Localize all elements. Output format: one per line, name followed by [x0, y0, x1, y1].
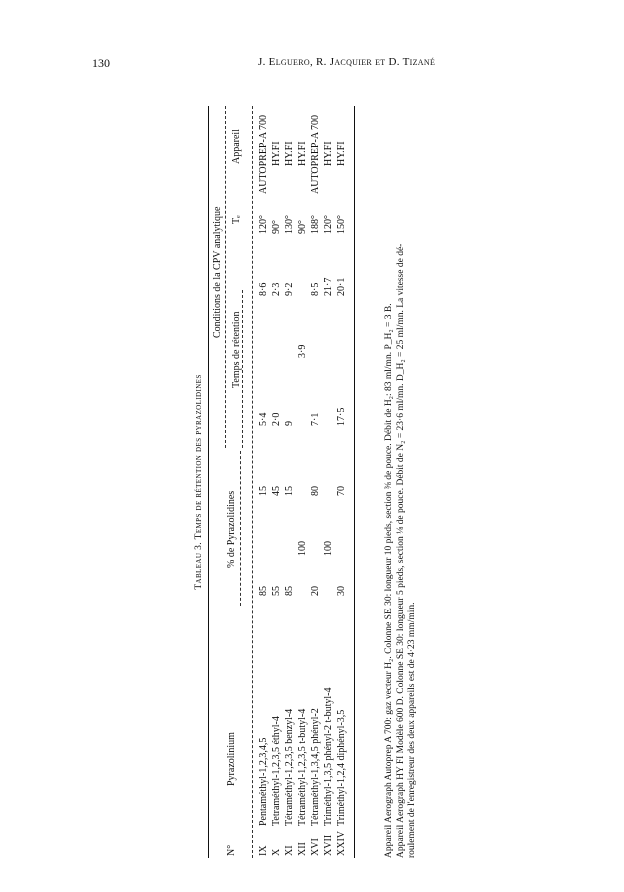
row-num: IX — [258, 845, 269, 856]
row-ret3: 20·1 — [336, 277, 347, 296]
row-pct1: 85 — [284, 586, 295, 596]
row-tc: 90° — [297, 220, 308, 234]
row-name: Tétraméthyl-1,3,4,5 phényl-2 — [310, 708, 321, 826]
page-number: 130 — [92, 56, 110, 70]
row-pct1: 30 — [336, 586, 347, 596]
row-ret3: 8·5 — [310, 282, 321, 296]
header-tc: Tₑ — [231, 215, 242, 224]
row-ret3: 9·2 — [284, 282, 295, 296]
row-name: Tetraméthyl-1,2,3,5 éthyl-4 — [271, 716, 282, 826]
row-pct1: 85 — [258, 586, 269, 596]
row-name: Tétraméthyl-1,2,3,5 t-butyl-4 — [297, 708, 308, 826]
row-pct2: 100 — [297, 541, 308, 556]
row-ret2: 3·9 — [297, 344, 308, 358]
row-appareil: AUTOPREP-A 700 — [310, 115, 321, 194]
row-num: XVII — [323, 834, 334, 856]
note-line: Appareil Aerograph Autoprep A 700: gaz vecteur H₂. Colonne SE 30: longueur 10 pieds, section ⅜ de pouce. Débit de H₂: 83 ml/mn. P_H₂ = 3 B. — [384, 303, 394, 858]
running-head: J. Elguero, R. Jacquier et D. Tizané — [258, 56, 436, 68]
row-tc: 90° — [271, 220, 282, 234]
row-ret1: 7·1 — [310, 412, 321, 426]
row-pct3: 70 — [336, 486, 347, 496]
row-tc: 120° — [258, 215, 269, 234]
row-name: Tétraméthyl-1,2,3,5 benzyl-4 — [284, 708, 295, 826]
row-pct3: 15 — [258, 486, 269, 496]
note-line: roulement de l'enregistreur des deux appareils est de 4·23 mm/min. — [407, 602, 417, 858]
row-ret1: 2·0 — [271, 412, 282, 426]
row-ret3: 21·7 — [323, 277, 334, 296]
row-num: XII — [297, 842, 308, 856]
row-name: Triméthyl-1,2,4 diphényl-3,5 — [336, 709, 347, 826]
row-tc: 130° — [284, 215, 295, 234]
header-pct: % de Pyrazolidines — [226, 490, 237, 568]
header-retention: Temps de rétention — [231, 311, 242, 388]
row-pct1: 55 — [271, 586, 282, 596]
row-tc: 120° — [323, 215, 334, 234]
row-name: Triméthyl-1,3,5 phényl-2 t-butyl-4 — [323, 687, 334, 826]
table-notes — [384, 106, 419, 858]
row-ret1: 17·5 — [336, 407, 347, 426]
row-pct3: 80 — [310, 486, 321, 496]
row-appareil: HY.FI — [297, 141, 308, 166]
row-pct3: 45 — [271, 486, 282, 496]
conditions-rule — [225, 106, 226, 448]
header-conditions: Conditions de la CPV analytique — [212, 206, 223, 338]
header-bottom-rule — [252, 106, 253, 858]
row-appareil: HY.FI — [336, 141, 347, 166]
row-pct3: 15 — [284, 486, 295, 496]
bottom-rule — [354, 106, 355, 858]
header-pyrazolinium: Pyrazolinium — [226, 732, 237, 786]
row-ret3: 2·3 — [271, 282, 282, 296]
row-num: XVI — [310, 838, 321, 856]
row-pct2: 100 — [323, 541, 334, 556]
row-appareil: HY.FI — [271, 141, 282, 166]
row-num: XI — [284, 845, 295, 856]
table-caption: Tableau 3. Temps de rétention des pyrazolidines — [194, 374, 204, 590]
retention-rule — [242, 290, 243, 448]
header-appareil: Appareil — [231, 129, 242, 164]
row-name: Pentaméthyl-1,2,3,4,5 — [258, 737, 269, 826]
row-pct1: 20 — [310, 586, 321, 596]
rotated-table — [194, 106, 426, 858]
row-ret1: 5·4 — [258, 412, 269, 426]
header-num: N° — [226, 844, 237, 856]
pct-rule — [240, 451, 241, 606]
row-appareil: AUTOPREP-A 700 — [258, 115, 269, 194]
note-line: Appareil Aerograph HY FI Modèle 600 D. Colonne SE 30: longueur 5 pieds, section ⅛ de pouce. Débit de N₂ = 23·6 ml/mn. D_H₂ = 25 ml/mn. La vitesse de dé- — [395, 243, 406, 858]
row-appareil: HY.FI — [284, 141, 295, 166]
row-ret1: 9 — [284, 421, 295, 426]
top-rule — [208, 106, 209, 858]
row-num: X — [271, 848, 282, 856]
row-num: XXIV — [336, 831, 347, 856]
row-ret3: 8·6 — [258, 282, 269, 296]
row-appareil: HY.FI — [323, 141, 334, 166]
row-tc: 188° — [310, 215, 321, 234]
row-tc: 150° — [336, 215, 347, 234]
